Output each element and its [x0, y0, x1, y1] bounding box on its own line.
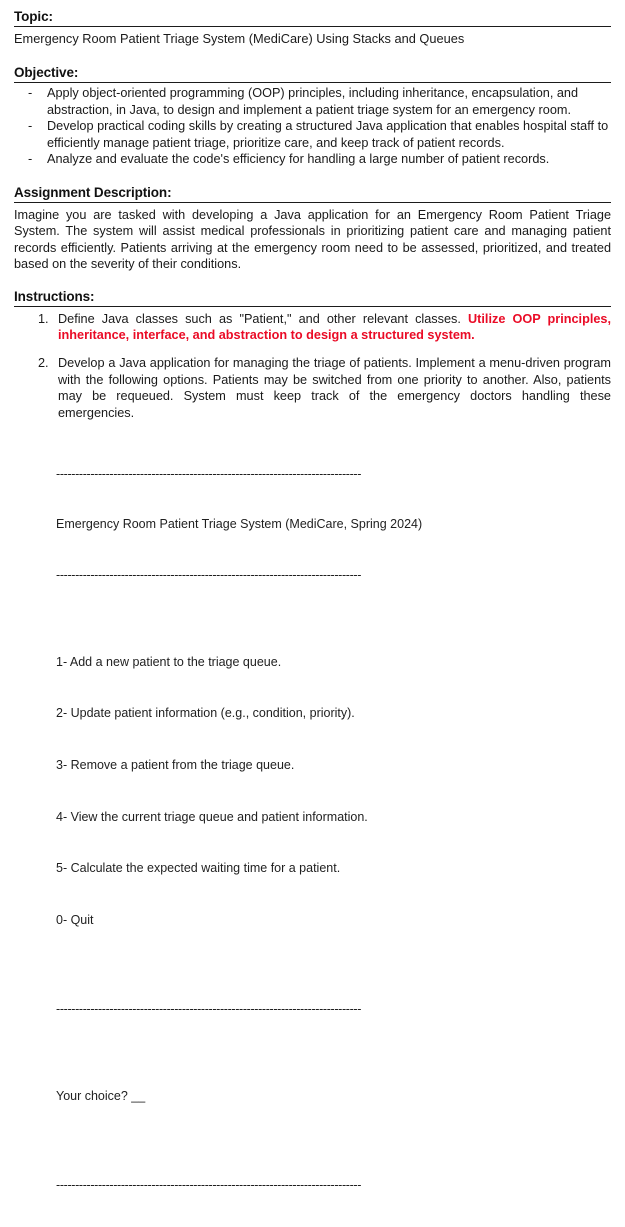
console-menu-option: 1- Add a new patient to the triage queue. [56, 654, 282, 669]
instruction-emphasis: Utilize OOP principles, inheritance, interface, and abstraction to design a structured system. [58, 311, 611, 343]
objective-list-item [14, 118, 611, 151]
dash-bullet-icon: - [28, 152, 33, 166]
console-menu-option: 5- Calculate the expected waiting time for a patient. [56, 861, 341, 876]
topic-section [14, 8, 611, 47]
objective-list [14, 85, 611, 168]
spacer-after-objective [14, 168, 611, 184]
instructions-list [14, 311, 611, 422]
objective-item-text: Analyze and evaluate the code's efficiency for handling a large number of patient records. [47, 152, 550, 166]
objective-item-text: Develop practical coding skills by creating a structured Java application that enables hospital staff to efficiently manage patient triage, prioritize care, and keep track of patient records. [47, 119, 609, 150]
console-separator-above-prompt: -------------------------------------------------------------------------------- [56, 1001, 362, 1016]
instruction-text: Develop a Java application for managing the triage of patients. Implement a menu-driven program with the following options. Patients may be switched from one priority to another. Also, patients may be requeued. System must keep track of the emergency doctors handling these emergencies. [58, 356, 611, 420]
instructions-heading: Instructions: [14, 288, 95, 304]
dash-bullet-icon: - [28, 86, 33, 100]
console-menu-mockup [56, 432, 611, 1227]
assignment-description-heading: Assignment Description: [14, 184, 172, 200]
objective-heading: Objective: [14, 65, 79, 80]
topic-heading-rule [14, 26, 611, 27]
instructions-list-item [14, 311, 611, 344]
instructions-section [14, 288, 611, 422]
console-prompt: Your choice? __ [56, 1088, 146, 1103]
console-gap [56, 617, 611, 619]
list-number: 1. [38, 311, 49, 326]
spacer-after-topic [14, 47, 611, 64]
console-menu-option: 3- Remove a patient from the triage queue. [56, 757, 295, 772]
objective-section [14, 64, 611, 168]
instruction-text: Define Java classes such as "Patient," and other relevant classes. [58, 311, 469, 326]
console-menu-option: 2- Update patient information (e.g., condition, priority). [56, 706, 355, 721]
console-menu-option: 0- Quit [56, 912, 94, 927]
topic-text: Emergency Room Patient Triage System (MediCare) Using Stacks and Queues [14, 31, 465, 46]
topic-heading: Topic: [14, 9, 53, 24]
assignment-description-text: Imagine you are tasked with developing a Java application for an Emergency Room Patient Triage System. The system will assist medical professionals in prioritizing patient care and managing patient records efficiently. Patients arriving at the emergency room need to be assessed, prioritized, and treated based on the severity of their conditions. [14, 207, 611, 272]
instructions-heading-rule [14, 306, 611, 307]
objective-item-text: Apply object-oriented programming (OOP) principles, including inheritance, encapsulation, and abstraction, in Java, to design and implement a patient triage system for an emergency room. [47, 86, 579, 117]
console-spacer [56, 963, 611, 967]
console-separator-bottom: -------------------------------------------------------------------------------- [56, 1177, 362, 1192]
console-separator-under-title: -------------------------------------------------------------------------------- [56, 567, 362, 582]
dash-bullet-icon: - [28, 119, 33, 133]
list-number: 2. [38, 356, 49, 371]
console-menu-option: 4- View the current triage queue and patient information. [56, 809, 368, 824]
spacer-after-description [14, 273, 611, 288]
objective-heading-rule [14, 82, 611, 83]
instructions-list-item [14, 355, 611, 421]
console-separator-top: -------------------------------------------------------------------------------- [56, 466, 362, 481]
assignment-description-section [14, 184, 611, 273]
console-title: Emergency Room Patient Triage System (MediCare, Spring 2024) [56, 517, 423, 532]
objective-list-item [14, 85, 611, 118]
console-gap [56, 1051, 611, 1053]
assignment-description-heading-rule [14, 202, 611, 203]
objective-list-item [14, 151, 611, 168]
console-spacer [56, 1139, 611, 1143]
